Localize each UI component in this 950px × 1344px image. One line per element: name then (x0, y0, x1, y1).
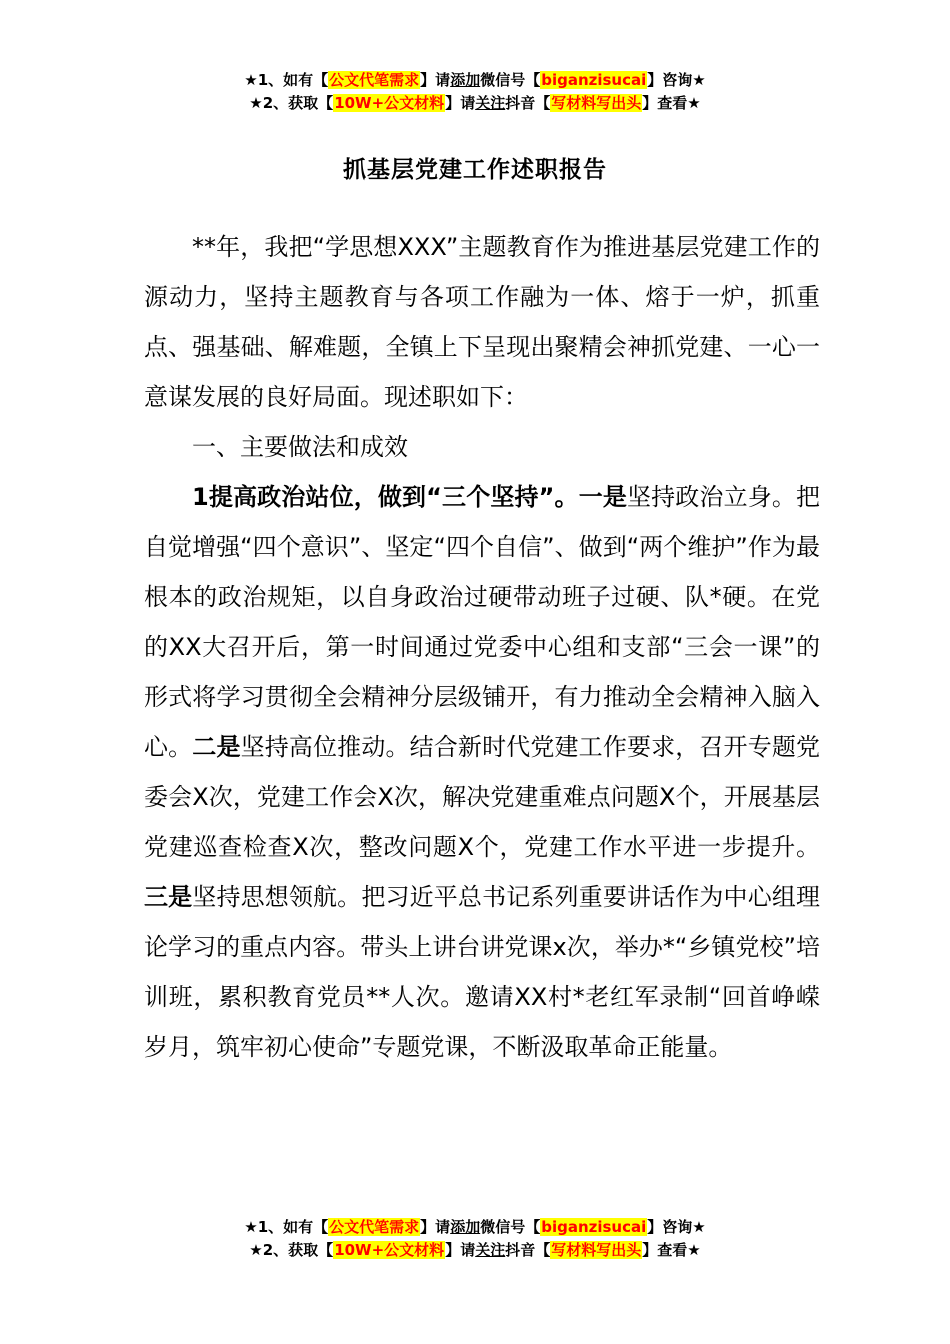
wechat-id-highlight: biganzisucai (541, 1218, 647, 1236)
first-text: 坚持政治立身。把自觉增强“四个意识”、坚定“四个自信”、做到“两个维护”作为最根本的政治规矩，以自身政治过硬带动班子过硬、队*硬。在党的XX大召开后，第一时间通过党委中心组和支部“三会一课”的形式将学习贯彻全会精神分层级铺开，有力推动全会精神入脑入心。 (144, 483, 821, 761)
promo-text: 】咨询★ (647, 71, 706, 89)
intro-paragraph: **年，我把“学思想XXX”主题教育作为推进基层党建工作的源动力，坚持主题教育与各项工作融为一体、熔于一炉，抓重点、强基础、解难题，全镇上下呈现出聚精会神抓党建、一心一意谋发展的良好局面。现述职如下： (144, 233, 820, 411)
point-1-paragraph (144, 472, 820, 1072)
promo-highlight: 10W+公文材料 (334, 1241, 445, 1259)
promo-text: ★2、获取【 (249, 1241, 334, 1259)
promo-underlined: 添加 (450, 1218, 481, 1236)
third-text: 坚持思想领航。把习近平总书记系列重要讲话作为中心组理论学习的重点内容。带头上讲台讲党课x次，举办*“乡镇党校”培训班，累积教育党员**人次。邀请XX村*老红军录制“回首峥嵘岁月，筑牢初心使命”专题党课，不断汲取革命正能量。 (144, 883, 820, 1061)
promo-text: 】查看★ (642, 1241, 701, 1259)
second-label: 二是 (192, 733, 241, 761)
promo-underlined: 添加 (450, 71, 481, 89)
promo-text: ★1、如有【 (244, 1218, 329, 1236)
promo-text: 】请 (445, 94, 476, 112)
point-1-lead: 1提高政治站位，做到“三个坚持”。 (192, 483, 579, 511)
promo-text: 】请 (420, 1218, 451, 1236)
promo-text: 抖音【 (505, 1241, 551, 1259)
promo-line-1 (0, 1216, 950, 1239)
promo-text: 】请 (445, 1241, 476, 1259)
promo-banner-bottom (0, 1216, 950, 1262)
promo-highlight: 公文代笔需求 (329, 71, 420, 89)
promo-text: 抖音【 (505, 94, 551, 112)
promo-text: ★1、如有【 (244, 71, 329, 89)
first-label: 一是 (578, 483, 627, 511)
promo-underlined: 关注 (475, 1241, 506, 1259)
promo-text: 微信号【 (480, 71, 541, 89)
document-body (144, 222, 820, 1072)
promo-line-2 (0, 1239, 950, 1262)
promo-text: 】咨询★ (647, 1218, 706, 1236)
promo-text: 微信号【 (480, 1218, 541, 1236)
promo-underlined: 关注 (475, 94, 506, 112)
promo-text: 】请 (420, 71, 451, 89)
promo-highlight: 10W+公文材料 (334, 94, 445, 112)
third-label: 三是 (144, 883, 193, 911)
promo-text: 】查看★ (642, 94, 701, 112)
promo-line-1 (0, 69, 950, 92)
section-heading: 一、主要做法和成效 (192, 433, 408, 461)
promo-banner-top (0, 69, 950, 115)
second-text: 坚持高位推动。结合新时代党建工作要求，召开专题党委会X次，党建工作会X次，解决党建重难点问题X个，开展基层党建巡查检查X次，整改问题X个，党建工作水平进一步提升。 (144, 733, 820, 861)
wechat-id-highlight: biganzisucai (541, 71, 647, 89)
promo-highlight: 公文代笔需求 (329, 1218, 420, 1236)
promo-line-2 (0, 92, 950, 115)
promo-text: ★2、获取【 (249, 94, 334, 112)
douyin-account-highlight: 写材料写出头 (551, 1241, 642, 1259)
douyin-account-highlight: 写材料写出头 (551, 94, 642, 112)
document-title: 抓基层党建工作述职报告 (343, 157, 607, 183)
